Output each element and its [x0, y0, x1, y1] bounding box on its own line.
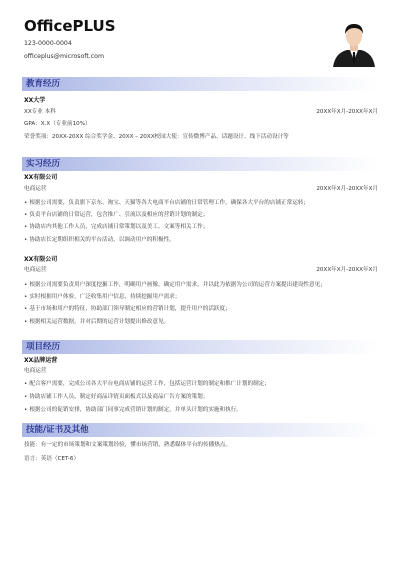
profile-photo	[331, 17, 377, 67]
education-section-header	[22, 77, 378, 91]
school-name: XX大学	[24, 97, 46, 104]
job-bullet: • 基于市场和用户的特征，协助部门领导制定相应的营销计划，提升用户的活跃度；	[24, 305, 231, 313]
project-section-header	[22, 340, 378, 354]
project-bullet: • 配合客户需要，完成公司各大平台电商店铺的运营工作，包括运营计划的制定和推广计划的制定；	[24, 380, 270, 388]
job-company: XX有限公司	[24, 174, 58, 181]
job-bullet: • 根据相关运营数据，并对后期的运营计划提出修改意见。	[24, 318, 169, 326]
email-address: officeplus@microsoft.com	[24, 53, 104, 60]
major: XX专业 本科	[24, 109, 56, 115]
job-bullet: • 协助店内其他工作人员，完成店铺日常策划以及美工、文案等相关工作；	[24, 223, 208, 231]
candidate-name: OfficePLUS	[24, 17, 116, 35]
project-role: 电商运营	[24, 368, 47, 374]
language-text: 语言：英语（CET-6）	[24, 456, 80, 462]
job-bullet: • 实时根据用户体验，广泛收集用户信息，持续挖掘用户需求；	[24, 293, 180, 301]
job-date: 20XX年X月-20XX年X月	[316, 186, 378, 192]
education-title: 教育经历	[26, 79, 61, 89]
job-role: 电商运营	[24, 267, 47, 273]
job-bullet: • 负责平台店铺的日常运营，包含推广、引流以及相应的营销计划的制定；	[24, 211, 208, 219]
project-title: 项目经历	[26, 342, 61, 352]
project-name: XX品牌运营	[24, 357, 58, 364]
awards: 荣誉奖项：20XX-20XX 综合奖学金、20XX – 20XX校园大使：宣传微博产品、话题设计、线下活动设计等	[24, 134, 289, 140]
job-role: 电商运营	[24, 186, 47, 192]
gpa: GPA：X.X（专业前10%）	[24, 121, 91, 127]
project-bullet: • 根据公司的促销安排，协助部门同事完成营销计划的制定，并单头计划的实施和执行。	[24, 406, 242, 414]
job-date: 20XX年X月-20XX年X月	[316, 267, 378, 273]
internship-title: 实习经历	[26, 159, 61, 169]
internship-section-header	[22, 157, 378, 171]
phone-number: 123-0000-0004	[24, 40, 72, 47]
job-company: XX有限公司	[24, 256, 58, 263]
job-bullet: • 根据公司需要负责用户深度挖掘工作，明确用户画像，确定用户需求，并以此为依据为公司的运营方案提出建设性意见；	[24, 281, 326, 289]
education-date: 20XX年X月-20XX年X月	[316, 109, 378, 115]
skills-section-header	[22, 423, 378, 437]
skills-title: 技能/证书及其他	[26, 425, 89, 435]
job-bullet: • 根据公司需要，负责旗下京东、淘宝、天猫等各大电商平台店铺的日常管理工作，确保各大平台的店铺正常运转；	[24, 199, 309, 207]
project-bullet: • 协助店铺工作人员，制定好商品详情页面板式以及商品广告方案的策划；	[24, 393, 208, 401]
job-bullet: • 协助店长定期组织相关的平台活动，以调动用户的积极性。	[24, 236, 175, 244]
skills-text: 技能：有一定的市场策划和文案策划经验，懂市场营销，熟悉媒体平台的传播热点。	[24, 442, 231, 448]
